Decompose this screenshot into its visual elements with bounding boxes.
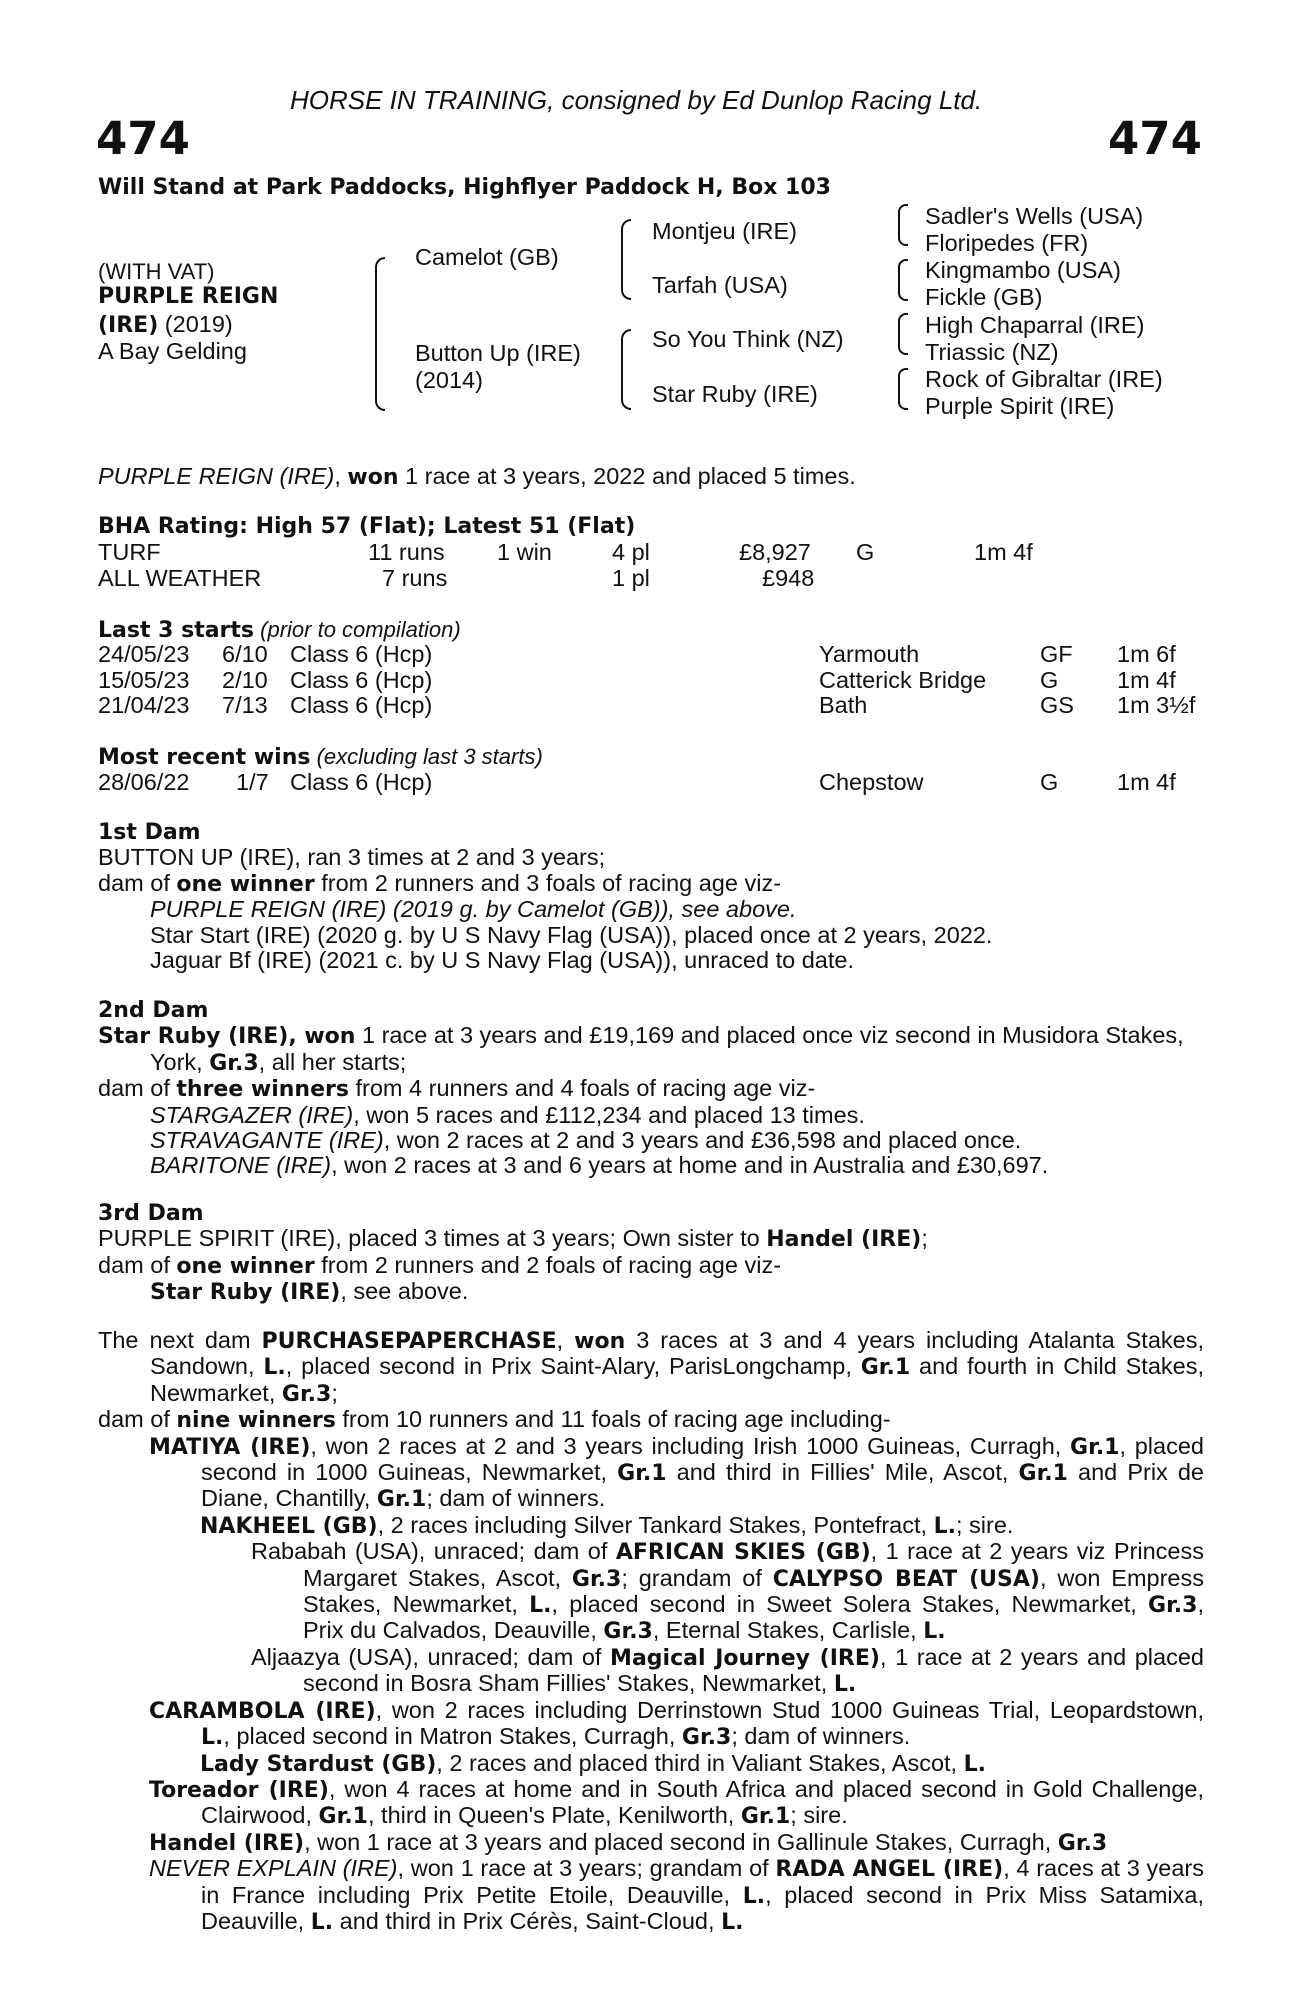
produce-matiya: MATIYA (IRE), won 2 races at 2 and 3 years including Irish 1000 Guineas, Curragh, Gr.1, placed second in 1000 Guineas, Newmarket, Gr.1 and third in Fillies' Mile, Ascot, Gr.1 and Prix de Diane, Chantilly, Gr.1; dam of winners. <box>149 1432 1204 1513</box>
last-3-note: (prior to compilation) <box>254 617 461 642</box>
second-dam-line: Star Ruby (IRE), won 1 race at 3 years and £19,169 and placed once viz second in Musidora Stakes, York, Gr.3, all her starts; <box>98 1022 1184 1076</box>
start-going: GF <box>1040 641 1073 667</box>
pedigree-brace-dam <box>621 329 631 410</box>
pedigree-sss: Sadler's Wells (USA) <box>925 203 1144 229</box>
win-date: 28/06/22 <box>98 769 190 795</box>
pedigree-dam-dam: Star Ruby (IRE) <box>652 381 818 407</box>
pedigree-brace-g3 <box>898 313 908 355</box>
produce-aljaazya: Aljaazya (USA), unraced; dam of Magical Journey (IRE), 1 race at 2 years and placed second in Bosra Sham Fillies' Stakes, Newmarket, L. <box>251 1643 1204 1698</box>
race-summary: PURPLE REIGN (IRE), won 1 race at 3 years, 2022 and placed 5 times. <box>98 463 856 490</box>
pedigree-brace-g4 <box>898 368 908 410</box>
produce-nakheel: NAKHEEL (GB), 2 races including Silver Tankard Stakes, Pontefract, L.; sire. <box>200 1511 1014 1539</box>
start-position: 2/10 <box>222 667 268 693</box>
second-dam-heading: 2nd Dam <box>98 998 209 1023</box>
start-distance: 1m 6f <box>1117 641 1176 667</box>
pedigree-dam-sire: So You Think (NZ) <box>652 326 844 352</box>
first-dam-foal: Jaguar Bf (IRE) (2021 c. by U S Navy Flag (USA)), unraced to date. <box>150 947 854 974</box>
first-dam-produce: dam of one winner from 2 runners and 3 foals of racing age viz- <box>98 869 782 897</box>
pedigree-sire-dam: Tarfah (USA) <box>652 272 788 298</box>
start-class: Class 6 (Hcp) <box>290 641 433 667</box>
first-dam-line: BUTTON UP (IRE), ran 3 times at 2 and 3 years; <box>98 844 606 871</box>
horse-name-line2 <box>98 311 233 338</box>
pedigree-brace-main <box>375 257 385 411</box>
first-dam-foal: Star Start (IRE) (2020 g. by U S Navy Flag (USA)), placed once at 2 years, 2022. <box>150 921 993 948</box>
bha-surface: ALL WEATHER <box>98 565 262 591</box>
summary-detail: 1 race at 3 years, 2022 and placed 5 times. <box>398 463 856 489</box>
win-position: 1/7 <box>236 769 269 795</box>
pedigree-dss: High Chaparral (IRE) <box>925 312 1145 338</box>
first-dam-heading: 1st Dam <box>98 820 201 845</box>
start-distance: 1m 3½f <box>1117 692 1196 718</box>
bha-runs: 11 runs <box>368 539 445 565</box>
next-dam-section <box>98 1328 1204 1935</box>
lot-number-right: 474 <box>1108 112 1202 165</box>
recent-wins-title: Most recent wins <box>98 745 311 770</box>
win-going: G <box>1040 769 1059 795</box>
produce-carambola: CARAMBOLA (IRE), won 2 races including Derrinstown Stud 1000 Guineas Trial, Leopardstown, L., placed second in Matron Stakes, Curragh, Gr.3; dam of winners. <box>149 1696 1204 1751</box>
produce-never-explain: NEVER EXPLAIN (IRE), won 1 race at 3 years; grandam of RADA ANGEL (IRE), 4 races at 3 years in France including Prix Petite Etoile, Deauville, L., placed second in Prix Miss Satamixa, Deauville, L. and third in Prix Cérès, Saint-Cloud, L. <box>149 1855 1204 1935</box>
pedigree-sire-sire: Montjeu (IRE) <box>652 218 797 244</box>
pedigree-brace-sire <box>621 219 631 300</box>
start-going: GS <box>1040 692 1074 718</box>
recent-wins-note: (excluding last 3 starts) <box>310 744 543 769</box>
bha-runs: 7 runs <box>382 565 448 591</box>
third-dam-heading: 3rd Dam <box>98 1201 204 1226</box>
bha-distance: 1m 4f <box>974 539 1033 565</box>
produce-rababah: Rababah (USA), unraced; dam of AFRICAN SKIES (GB), 1 race at 2 years viz Princess Margaret Stakes, Ascot, Gr.3; grandam of CALYPSO BEAT (USA), won Empress Stakes, Newmarket, L., placed second in Sweet Solera Stakes, Newmarket, Gr.3, Prix du Calvados, Deauville, Gr.3, Eternal Stakes, Carlisle, L. <box>251 1538 1204 1645</box>
bha-placed: 4 pl <box>612 539 650 565</box>
pedigree-brace-g1 <box>898 204 908 246</box>
recent-wins-heading <box>98 743 543 770</box>
third-dam-line: PURPLE SPIRIT (IRE), placed 3 times at 3 years; Own sister to Handel (IRE); <box>98 1225 928 1253</box>
first-dam-foal: PURPLE REIGN (IRE) (2019 g. by Camelot (GB)), see above. <box>150 896 797 923</box>
pedigree-dam-year: (2014) <box>415 367 483 393</box>
start-distance: 1m 4f <box>1117 667 1176 693</box>
horse-year: (2019) <box>158 311 233 337</box>
horse-suffix: (IRE) <box>98 313 159 338</box>
last-3-heading <box>98 616 461 643</box>
pedigree-ssd: Floripedes (FR) <box>925 230 1089 256</box>
start-class: Class 6 (Hcp) <box>290 667 433 693</box>
third-dam-foal: Star Ruby (IRE), see above. <box>150 1278 469 1306</box>
pedigree-sdd: Fickle (GB) <box>925 284 1043 310</box>
second-dam-produce: dam of three winners from 4 runners and 4 foals of racing age viz- <box>98 1075 816 1103</box>
produce-toreador: Toreador (IRE), won 4 races at home and in South Africa and placed second in Gold Challenge, Clairwood, Gr.1, third in Queen's Plate, Kenilworth, Gr.1; sire. <box>149 1775 1205 1830</box>
second-dam-foal: STARGAZER (IRE), won 5 races and £112,234 and placed 13 times. <box>150 1101 865 1128</box>
pedigree-brace-g2 <box>898 259 908 301</box>
summary-won: won <box>347 465 399 490</box>
win-distance: 1m 4f <box>1117 769 1176 795</box>
second-dam-section <box>98 998 1204 1179</box>
next-dam-produce: dam of nine winners from 10 runners and 11 foals of racing age including- <box>98 1406 891 1434</box>
start-going: G <box>1040 667 1059 693</box>
produce-handel: Handel (IRE), won 1 race at 3 years and placed second in Gallinule Stakes, Curragh, Gr.3 <box>149 1828 1108 1856</box>
start-class: Class 6 (Hcp) <box>290 692 433 718</box>
vat-note: (WITH VAT) <box>98 259 215 284</box>
bha-prize: £8,927 <box>739 539 811 565</box>
start-position: 7/13 <box>222 692 268 718</box>
third-dam-section <box>98 1201 1204 1306</box>
pedigree-dsd: Triassic (NZ) <box>925 339 1059 365</box>
pedigree-dds: Rock of Gibraltar (IRE) <box>925 366 1163 392</box>
second-dam-foal: STRAVAGANTE (IRE), won 2 races at 2 and 3 years and £36,598 and placed once. <box>150 1127 1022 1154</box>
produce-lady-stardust: Lady Stardust (GB), 2 races and placed third in Valiant Stakes, Ascot, L. <box>200 1749 986 1777</box>
win-class: Class 6 (Hcp) <box>290 769 433 795</box>
win-course: Chepstow <box>819 769 924 795</box>
pedigree-sds: Kingmambo (USA) <box>925 257 1121 283</box>
bha-wins: 1 win <box>497 539 552 565</box>
bha-going: G <box>856 539 875 565</box>
bha-prize: £948 <box>762 565 815 591</box>
third-dam-produce: dam of one winner from 2 runners and 2 foals of racing age viz- <box>98 1251 782 1279</box>
start-position: 6/10 <box>222 641 268 667</box>
start-date: 21/04/23 <box>98 692 190 718</box>
bha-placed: 1 pl <box>612 565 650 591</box>
start-course: Yarmouth <box>819 641 920 667</box>
next-dam-line: The next dam PURCHASEPAPERCHASE, won 3 races at 3 and 4 years including Atalanta Stakes, Sandown, L., placed second in Prix Saint-Alary, ParisLongchamp, Gr.1 and fourth in Child Stakes, Newmarket, Gr.3; <box>98 1327 1204 1407</box>
consignor-line: HORSE IN TRAINING, consigned by Ed Dunlop Racing Ltd. <box>290 85 983 115</box>
horse-description: A Bay Gelding <box>98 338 247 364</box>
start-date: 15/05/23 <box>98 667 190 693</box>
lot-number-left: 474 <box>96 112 190 165</box>
start-course: Catterick Bridge <box>819 667 987 693</box>
horse-name: PURPLE REIGN <box>98 284 279 309</box>
first-dam-section <box>98 820 1204 973</box>
pedigree-dam: Button Up (IRE) <box>415 340 581 366</box>
bha-surface: TURF <box>98 539 161 565</box>
pedigree-ddd: Purple Spirit (IRE) <box>925 393 1115 419</box>
pedigree-sire: Camelot (GB) <box>415 244 559 270</box>
last-3-title: Last 3 starts <box>98 618 255 643</box>
start-course: Bath <box>819 692 868 718</box>
summary-horse-name: PURPLE REIGN (IRE) <box>98 463 335 489</box>
start-date: 24/05/23 <box>98 641 190 667</box>
second-dam-foal: BARITONE (IRE), won 2 races at 3 and 6 years at home and in Australia and £30,697. <box>150 1152 1049 1179</box>
bha-rating-heading: BHA Rating: High 57 (Flat); Latest 51 (Flat) <box>98 514 636 539</box>
stand-location: Will Stand at Park Paddocks, Highflyer Paddock H, Box 103 <box>98 175 831 200</box>
